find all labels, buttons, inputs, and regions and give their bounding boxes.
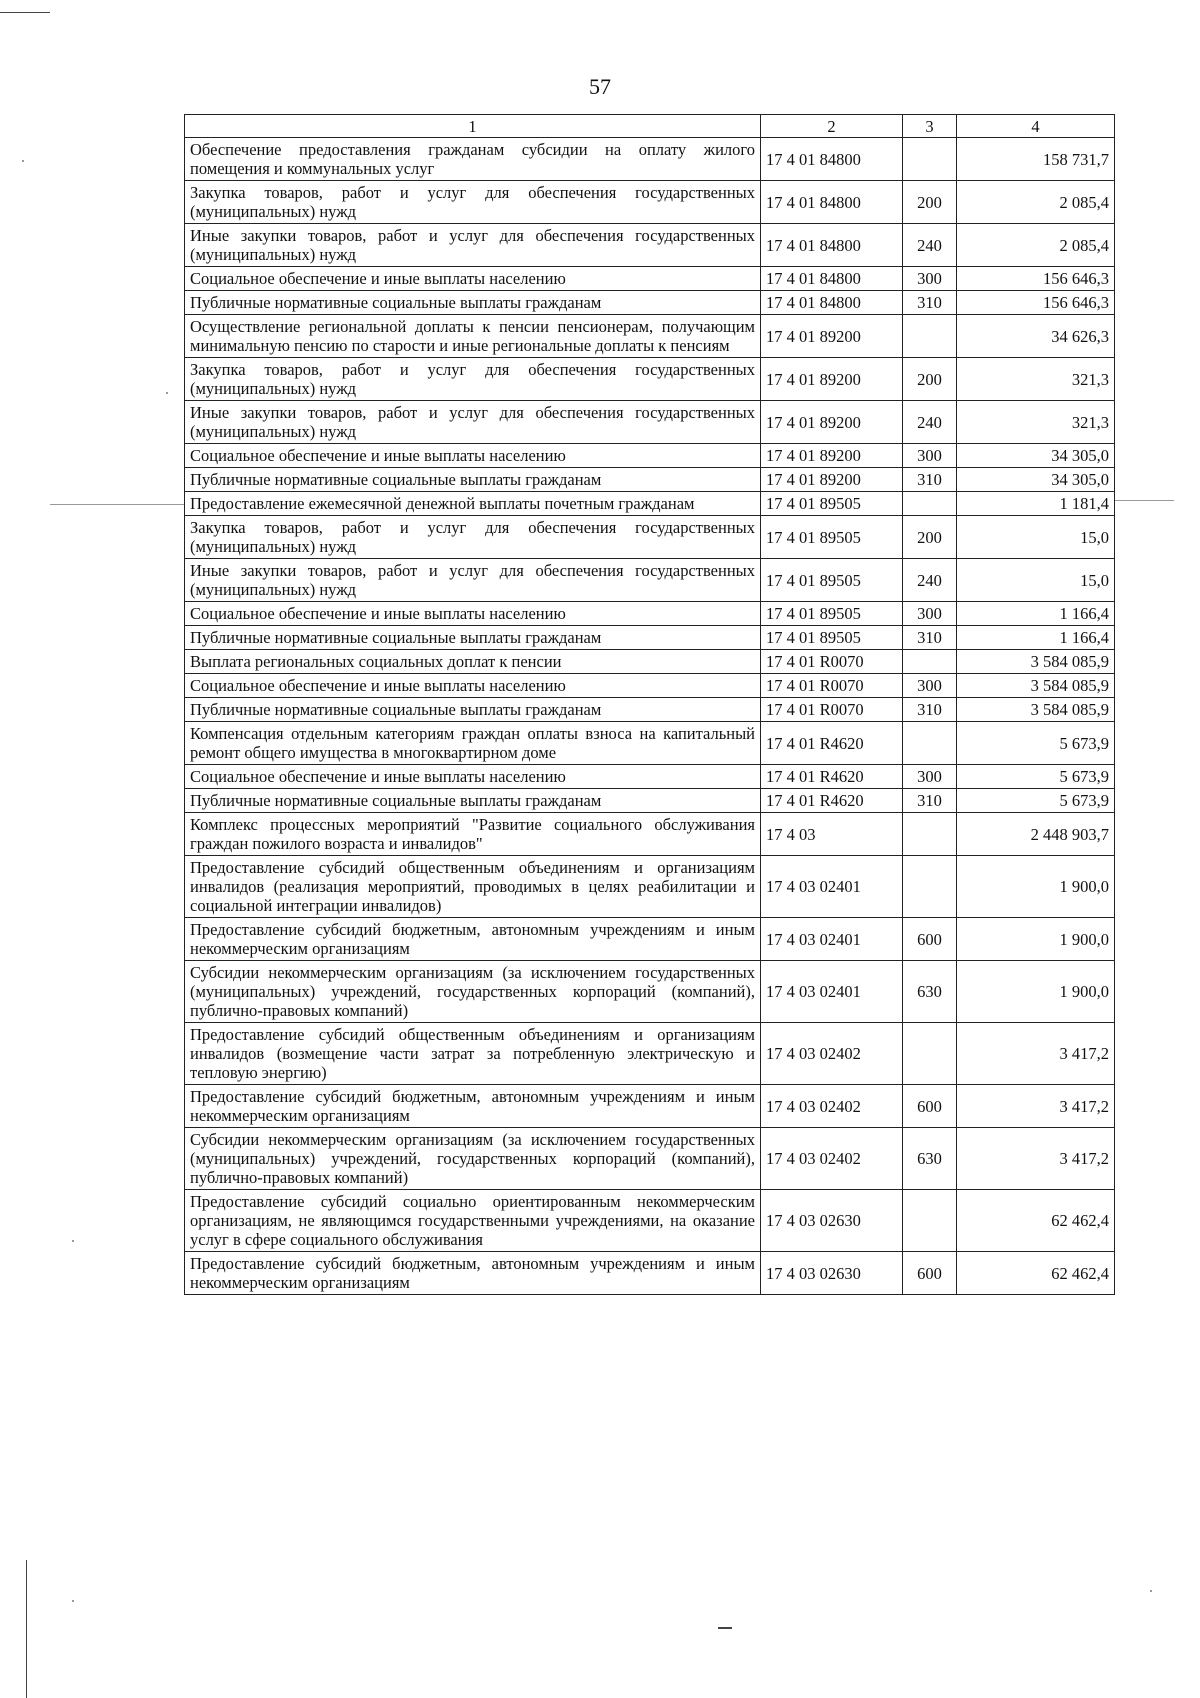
row-name-cell: Обеспечение предоставления гражданам субсидии на оплату жилого помещения и коммунальных услуг <box>185 138 761 181</box>
row-sum-cell: 2 448 903,7 <box>957 813 1115 856</box>
row-code-cell: 17 4 01 84800 <box>761 181 903 224</box>
scan-mark-bottom <box>718 1627 732 1629</box>
row-code-cell: 17 4 01 89505 <box>761 516 903 559</box>
table-row <box>185 722 1115 765</box>
row-code-cell: 17 4 01 R0070 <box>761 698 903 722</box>
row-name-cell: Выплата региональных социальных доплат к пенсии <box>185 650 761 674</box>
row-sum-cell: 34 626,3 <box>957 315 1115 358</box>
table-row <box>185 856 1115 918</box>
row-expense-type-cell: 600 <box>903 918 957 961</box>
row-code-cell: 17 4 03 02402 <box>761 1023 903 1085</box>
scan-dot <box>166 392 168 394</box>
table-row <box>185 401 1115 444</box>
table-row <box>185 1085 1115 1128</box>
row-name-cell: Предоставление субсидий общественным объединениям и организациям инвалидов (реализация мероприятий, проводимых в целях реабилитации и социальной интеграции инвалидов) <box>185 856 761 918</box>
table-row <box>185 789 1115 813</box>
row-sum-cell: 15,0 <box>957 516 1115 559</box>
row-code-cell: 17 4 03 02401 <box>761 856 903 918</box>
row-name-cell: Субсидии некоммерческим организациям (за исключением государственных (муниципальных) учреждений, государственных корпораций (компаний), публично-правовых компаний) <box>185 1128 761 1190</box>
row-name-cell: Публичные нормативные социальные выплаты гражданам <box>185 468 761 492</box>
row-name-cell: Социальное обеспечение и иные выплаты населению <box>185 765 761 789</box>
row-expense-type-cell: 310 <box>903 468 957 492</box>
row-code-cell: 17 4 03 02402 <box>761 1085 903 1128</box>
row-name-cell: Иные закупки товаров, работ и услуг для обеспечения государственных (муниципальных) нужд <box>185 401 761 444</box>
row-code-cell: 17 4 01 89200 <box>761 401 903 444</box>
table-row <box>185 1190 1115 1252</box>
row-code-cell: 17 4 01 89505 <box>761 626 903 650</box>
row-code-cell: 17 4 01 R4620 <box>761 789 903 813</box>
table-row <box>185 813 1115 856</box>
row-expense-type-cell <box>903 492 957 516</box>
row-sum-cell: 1 900,0 <box>957 856 1115 918</box>
row-code-cell: 17 4 01 84800 <box>761 267 903 291</box>
page-number: 57 <box>589 74 611 99</box>
row-sum-cell: 3 417,2 <box>957 1085 1115 1128</box>
row-sum-cell: 34 305,0 <box>957 468 1115 492</box>
scan-dot <box>22 160 24 162</box>
table-row <box>185 358 1115 401</box>
row-sum-cell: 62 462,4 <box>957 1252 1115 1295</box>
row-name-cell: Социальное обеспечение и иные выплаты населению <box>185 267 761 291</box>
table-row <box>185 181 1115 224</box>
row-code-cell: 17 4 01 89505 <box>761 559 903 602</box>
row-expense-type-cell: 300 <box>903 674 957 698</box>
row-name-cell: Предоставление субсидий бюджетным, автономным учреждениям и иным некоммерческим организациям <box>185 1252 761 1295</box>
row-sum-cell: 3 584 085,9 <box>957 698 1115 722</box>
row-name-cell: Публичные нормативные социальные выплаты гражданам <box>185 789 761 813</box>
row-name-cell: Субсидии некоммерческим организациям (за исключением государственных (муниципальных) учреждений, государственных корпораций (компаний), публично-правовых компаний) <box>185 961 761 1023</box>
row-name-cell: Иные закупки товаров, работ и услуг для обеспечения государственных (муниципальных) нужд <box>185 224 761 267</box>
row-name-cell: Осуществление региональной доплаты к пенсии пенсионерам, получающим минимальную пенсию по старости и иные региональные доплаты к пенсиям <box>185 315 761 358</box>
table-row <box>185 650 1115 674</box>
row-sum-cell: 15,0 <box>957 559 1115 602</box>
scan-mark-left-edge <box>26 1560 27 1698</box>
row-name-cell: Социальное обеспечение и иные выплаты населению <box>185 602 761 626</box>
table-row <box>185 918 1115 961</box>
row-name-cell: Закупка товаров, работ и услуг для обеспечения государственных (муниципальных) нужд <box>185 358 761 401</box>
row-sum-cell: 2 085,4 <box>957 181 1115 224</box>
row-expense-type-cell <box>903 1190 957 1252</box>
row-name-cell: Публичные нормативные социальные выплаты гражданам <box>185 291 761 315</box>
row-expense-type-cell <box>903 722 957 765</box>
row-sum-cell: 3 584 085,9 <box>957 674 1115 698</box>
row-sum-cell: 5 673,9 <box>957 765 1115 789</box>
row-expense-type-cell: 310 <box>903 291 957 315</box>
row-sum-cell: 156 646,3 <box>957 291 1115 315</box>
row-expense-type-cell: 200 <box>903 358 957 401</box>
row-code-cell: 17 4 01 R0070 <box>761 650 903 674</box>
row-sum-cell: 34 305,0 <box>957 444 1115 468</box>
table-row <box>185 516 1115 559</box>
column-header-code: 2 <box>761 115 903 138</box>
row-name-cell: Закупка товаров, работ и услуг для обеспечения государственных (муниципальных) нужд <box>185 181 761 224</box>
row-expense-type-cell: 600 <box>903 1085 957 1128</box>
row-code-cell: 17 4 01 89505 <box>761 492 903 516</box>
row-code-cell: 17 4 01 89200 <box>761 444 903 468</box>
scan-dot <box>72 1600 74 1602</box>
table-row <box>185 138 1115 181</box>
row-name-cell: Комплекс процессных мероприятий "Развитие социального обслуживания граждан пожилого возраста и инвалидов" <box>185 813 761 856</box>
row-name-cell: Закупка товаров, работ и услуг для обеспечения государственных (муниципальных) нужд <box>185 516 761 559</box>
row-expense-type-cell: 200 <box>903 181 957 224</box>
table-row <box>185 291 1115 315</box>
row-code-cell: 17 4 03 02630 <box>761 1190 903 1252</box>
row-name-cell: Публичные нормативные социальные выплаты гражданам <box>185 626 761 650</box>
row-expense-type-cell: 240 <box>903 224 957 267</box>
row-name-cell: Социальное обеспечение и иные выплаты населению <box>185 444 761 468</box>
table-header-row <box>185 115 1115 138</box>
row-sum-cell: 1 900,0 <box>957 918 1115 961</box>
row-expense-type-cell <box>903 813 957 856</box>
row-code-cell: 17 4 03 <box>761 813 903 856</box>
row-code-cell: 17 4 01 89505 <box>761 602 903 626</box>
row-expense-type-cell: 200 <box>903 516 957 559</box>
scan-dot <box>72 1240 74 1242</box>
row-code-cell: 17 4 01 R4620 <box>761 765 903 789</box>
row-expense-type-cell <box>903 315 957 358</box>
column-header-sum: 4 <box>957 115 1115 138</box>
table-row <box>185 468 1115 492</box>
table-row <box>185 315 1115 358</box>
row-code-cell: 17 4 03 02401 <box>761 918 903 961</box>
row-code-cell: 17 4 01 89200 <box>761 358 903 401</box>
column-header-expense-type: 3 <box>903 115 957 138</box>
row-expense-type-cell: 310 <box>903 698 957 722</box>
row-expense-type-cell <box>903 856 957 918</box>
row-sum-cell: 156 646,3 <box>957 267 1115 291</box>
row-sum-cell: 158 731,7 <box>957 138 1115 181</box>
row-sum-cell: 2 085,4 <box>957 224 1115 267</box>
row-sum-cell: 1 166,4 <box>957 602 1115 626</box>
table-row <box>185 626 1115 650</box>
row-code-cell: 17 4 01 84800 <box>761 291 903 315</box>
row-expense-type-cell: 300 <box>903 602 957 626</box>
table-row <box>185 267 1115 291</box>
row-sum-cell: 1 166,4 <box>957 626 1115 650</box>
table-row <box>185 444 1115 468</box>
table-row <box>185 1252 1115 1295</box>
row-name-cell: Иные закупки товаров, работ и услуг для обеспечения государственных (муниципальных) нужд <box>185 559 761 602</box>
row-name-cell: Предоставление ежемесячной денежной выплаты почетным гражданам <box>185 492 761 516</box>
row-expense-type-cell: 240 <box>903 559 957 602</box>
row-sum-cell: 5 673,9 <box>957 789 1115 813</box>
row-name-cell: Компенсация отдельным категориям граждан оплаты взноса на капитальный ремонт общего имущества в многоквартирном доме <box>185 722 761 765</box>
row-code-cell: 17 4 01 84800 <box>761 224 903 267</box>
row-sum-cell: 3 417,2 <box>957 1128 1115 1190</box>
table-row <box>185 492 1115 516</box>
row-expense-type-cell: 300 <box>903 765 957 789</box>
row-expense-type-cell: 630 <box>903 961 957 1023</box>
row-code-cell: 17 4 03 02630 <box>761 1252 903 1295</box>
row-name-cell: Предоставление субсидий социально ориентированным некоммерческим организациям, не являющимся государственными учреждениями, на оказание услуг в сфере социального обслуживания <box>185 1190 761 1252</box>
row-name-cell: Предоставление субсидий бюджетным, автономным учреждениям и иным некоммерческим организациям <box>185 1085 761 1128</box>
table-row <box>185 559 1115 602</box>
row-sum-cell: 62 462,4 <box>957 1190 1115 1252</box>
row-sum-cell: 5 673,9 <box>957 722 1115 765</box>
table-row <box>185 698 1115 722</box>
scan-mark-middle-line <box>50 504 184 505</box>
row-name-cell: Предоставление субсидий бюджетным, автономным учреждениям и иным некоммерческим организациям <box>185 918 761 961</box>
row-expense-type-cell: 630 <box>903 1128 957 1190</box>
row-name-cell: Публичные нормативные социальные выплаты гражданам <box>185 698 761 722</box>
row-code-cell: 17 4 03 02402 <box>761 1128 903 1190</box>
row-code-cell: 17 4 01 84800 <box>761 138 903 181</box>
table-row <box>185 674 1115 698</box>
row-code-cell: 17 4 01 R4620 <box>761 722 903 765</box>
row-sum-cell: 321,3 <box>957 358 1115 401</box>
row-expense-type-cell: 300 <box>903 444 957 468</box>
row-name-cell: Социальное обеспечение и иные выплаты населению <box>185 674 761 698</box>
row-expense-type-cell: 300 <box>903 267 957 291</box>
row-expense-type-cell: 600 <box>903 1252 957 1295</box>
table-row <box>185 224 1115 267</box>
row-expense-type-cell: 310 <box>903 789 957 813</box>
row-code-cell: 17 4 01 89200 <box>761 315 903 358</box>
row-expense-type-cell <box>903 138 957 181</box>
scan-mark-top-left <box>0 12 50 13</box>
row-sum-cell: 3 417,2 <box>957 1023 1115 1085</box>
table-row <box>185 1128 1115 1190</box>
row-sum-cell: 321,3 <box>957 401 1115 444</box>
row-code-cell: 17 4 03 02401 <box>761 961 903 1023</box>
row-expense-type-cell: 240 <box>903 401 957 444</box>
table-row <box>185 602 1115 626</box>
scan-mark-middle-line-right <box>1114 500 1174 501</box>
row-sum-cell: 1 900,0 <box>957 961 1115 1023</box>
table-row <box>185 961 1115 1023</box>
table-row <box>185 765 1115 789</box>
row-expense-type-cell <box>903 1023 957 1085</box>
row-expense-type-cell <box>903 650 957 674</box>
row-code-cell: 17 4 01 R0070 <box>761 674 903 698</box>
row-code-cell: 17 4 01 89200 <box>761 468 903 492</box>
row-sum-cell: 1 181,4 <box>957 492 1115 516</box>
table-row <box>185 1023 1115 1085</box>
row-name-cell: Предоставление субсидий общественным объединениям и организациям инвалидов (возмещение части затрат за потребленную электрическую и тепловую энергию) <box>185 1023 761 1085</box>
column-header-name: 1 <box>185 115 761 138</box>
budget-table <box>184 114 1115 1295</box>
row-sum-cell: 3 584 085,9 <box>957 650 1115 674</box>
scan-dot <box>1150 1590 1152 1592</box>
row-expense-type-cell: 310 <box>903 626 957 650</box>
